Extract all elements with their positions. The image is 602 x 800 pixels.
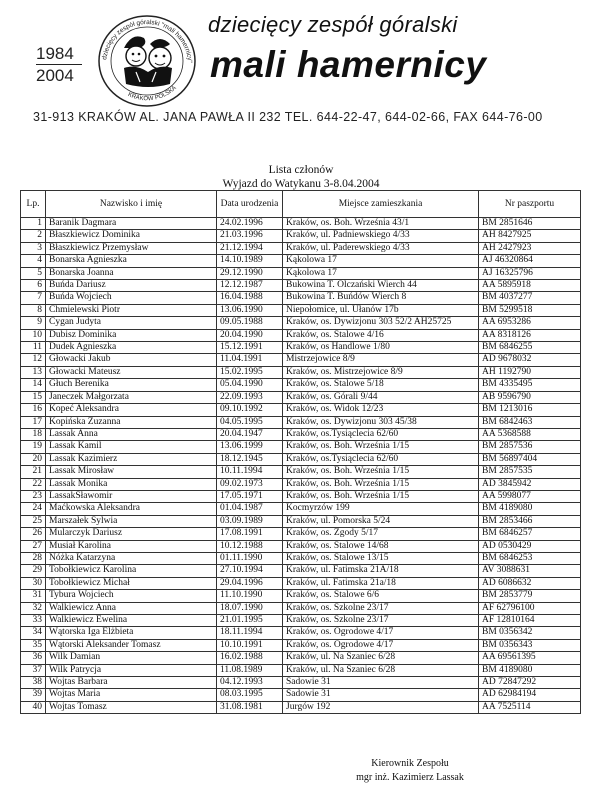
residence: Kraków, ul. Na Szaniec 6/28 <box>283 652 479 664</box>
member-name: Głowacki Mateusz <box>46 366 217 378</box>
residence: Kraków, os. Stalowe 14/68 <box>283 540 479 552</box>
table-row <box>21 416 581 428</box>
table-row <box>21 664 581 676</box>
member-name: Musiał Karolina <box>46 540 217 552</box>
birth-date: 18.11.1994 <box>217 627 283 639</box>
birth-date: 15.02.1995 <box>217 366 283 378</box>
passport-number: AD 62984194 <box>479 689 581 701</box>
row-number: 39 <box>21 689 46 701</box>
header-name: Nazwisko i imię <box>46 191 217 218</box>
table-row <box>21 565 581 577</box>
residence: Kraków, os. Mistrzejowice 8/9 <box>283 366 479 378</box>
birth-date: 18.12.1945 <box>217 453 283 465</box>
residence: Kraków, os. Stalowe 6/6 <box>283 590 479 602</box>
table-row <box>21 255 581 267</box>
row-number: 35 <box>21 639 46 651</box>
birth-date: 10.12.1988 <box>217 540 283 552</box>
birth-date: 16.02.1988 <box>217 652 283 664</box>
table-row <box>21 453 581 465</box>
member-name: Głowacki Jakub <box>46 354 217 366</box>
row-number: 27 <box>21 540 46 552</box>
passport-number: AD 72847292 <box>479 677 581 689</box>
row-number: 21 <box>21 466 46 478</box>
passport-number: BM 2857536 <box>479 441 581 453</box>
member-name: Lassak Kamil <box>46 441 217 453</box>
row-number: 38 <box>21 677 46 689</box>
row-number: 17 <box>21 416 46 428</box>
birth-date: 21.03.1996 <box>217 230 283 242</box>
row-number: 18 <box>21 428 46 440</box>
passport-number: AA 6953286 <box>479 317 581 329</box>
row-number: 7 <box>21 292 46 304</box>
birth-date: 10.10.1991 <box>217 639 283 651</box>
table-row <box>21 230 581 242</box>
member-name: Bonarska Agnieszka <box>46 255 217 267</box>
birth-date: 11.04.1991 <box>217 354 283 366</box>
passport-number: AV 3088631 <box>479 565 581 577</box>
table-row <box>21 590 581 602</box>
row-number: 25 <box>21 515 46 527</box>
passport-number: BM 6842463 <box>479 416 581 428</box>
birth-date: 31.08.1981 <box>217 701 283 713</box>
birth-date: 29.12.1990 <box>217 267 283 279</box>
member-name: Nóżka Katarzyna <box>46 552 217 564</box>
logo-ring-text-bottom: KRAKÓW POLSKA <box>126 85 178 103</box>
svg-text:dziecięcy zespół góralski "mal <box>101 19 193 64</box>
residence: Kraków, os. Ogrodowe 4/17 <box>283 639 479 651</box>
birth-date: 20.04.1947 <box>217 428 283 440</box>
birth-date: 03.09.1989 <box>217 515 283 527</box>
passport-number: BM 1213016 <box>479 404 581 416</box>
table-row <box>21 503 581 515</box>
passport-number: BM 6846255 <box>479 342 581 354</box>
footer-signatory: mgr inż. Kazimierz Lassak <box>356 772 464 783</box>
passport-number: AA 5895918 <box>479 280 581 292</box>
residence: Kocmyrzów 199 <box>283 503 479 515</box>
birth-date: 17.08.1991 <box>217 528 283 540</box>
row-number: 30 <box>21 577 46 589</box>
residence: Kraków, os. Dywizjonu 303 45/38 <box>283 416 479 428</box>
residence: Kraków, os. Szkolne 23/17 <box>283 615 479 627</box>
logo-ring-text-top: dziecięcy zespół góralski "mali hamernicy" <box>101 18 193 64</box>
residence: Kraków, os. Górali 9/44 <box>283 391 479 403</box>
children-figures-icon <box>124 36 172 87</box>
member-name: Lassak Monika <box>46 478 217 490</box>
residence: Kraków, os. Stalowe 5/18 <box>283 379 479 391</box>
birth-date: 11.08.1989 <box>217 664 283 676</box>
row-number: 19 <box>21 441 46 453</box>
table-row <box>21 304 581 316</box>
passport-number: BM 2851646 <box>479 218 581 230</box>
row-number: 4 <box>21 255 46 267</box>
passport-number: AA 69561395 <box>479 652 581 664</box>
residence: Bukowina T. Olczański Wierch 44 <box>283 280 479 292</box>
row-number: 34 <box>21 627 46 639</box>
row-number: 10 <box>21 329 46 341</box>
table-row <box>21 280 581 292</box>
table-row <box>21 292 581 304</box>
birth-date: 04.12.1993 <box>217 677 283 689</box>
passport-number: BM 4335495 <box>479 379 581 391</box>
passport-number: AH 1192790 <box>479 366 581 378</box>
residence: Kraków, ul. Fatimska 21a/18 <box>283 577 479 589</box>
ensemble-logo <box>96 14 198 110</box>
passport-number: AJ 46320864 <box>479 255 581 267</box>
birth-date: 21.12.1994 <box>217 242 283 254</box>
row-number: 13 <box>21 366 46 378</box>
member-name: Dubisz Dominika <box>46 329 217 341</box>
birth-date: 13.06.1999 <box>217 441 283 453</box>
passport-number: AA 8318126 <box>479 329 581 341</box>
residence: Kąkolowa 17 <box>283 267 479 279</box>
table-row <box>21 441 581 453</box>
row-number: 15 <box>21 391 46 403</box>
table-row <box>21 478 581 490</box>
member-name: Kopeć Aleksandra <box>46 404 217 416</box>
member-name: Buńda Dariusz <box>46 280 217 292</box>
row-number: 20 <box>21 453 46 465</box>
member-name: Janeczek Małgorzata <box>46 391 217 403</box>
birth-date: 05.04.1990 <box>217 379 283 391</box>
table-row <box>21 701 581 713</box>
table-row <box>21 577 581 589</box>
member-name: Chmielewski Piotr <box>46 304 217 316</box>
table-row <box>21 677 581 689</box>
table-row <box>21 329 581 341</box>
member-name: Wojtas Tomasz <box>46 701 217 713</box>
row-number: 11 <box>21 342 46 354</box>
member-name: Bonarska Joanna <box>46 267 217 279</box>
member-name: Mularczyk Dariusz <box>46 528 217 540</box>
birth-date: 29.04.1996 <box>217 577 283 589</box>
birth-date: 20.04.1990 <box>217 329 283 341</box>
birth-date: 14.10.1989 <box>217 255 283 267</box>
row-number: 12 <box>21 354 46 366</box>
birth-date: 17.05.1971 <box>217 490 283 502</box>
row-number: 28 <box>21 552 46 564</box>
member-name: Lassak Anna <box>46 428 217 440</box>
row-number: 36 <box>21 652 46 664</box>
member-name: Tobołkiewicz Michał <box>46 577 217 589</box>
member-name: LassakSławomir <box>46 490 217 502</box>
member-name: Wilk Patrycja <box>46 664 217 676</box>
birth-date: 09.02.1973 <box>217 478 283 490</box>
row-number: 32 <box>21 602 46 614</box>
member-name: Tybura Wojciech <box>46 590 217 602</box>
residence: Kraków, os Handlowe 1/80 <box>283 342 479 354</box>
birth-date: 08.03.1995 <box>217 689 283 701</box>
table-row <box>21 317 581 329</box>
passport-number: BM 4189080 <box>479 503 581 515</box>
row-number: 6 <box>21 280 46 292</box>
residence: Bukowina T. Buńdów Wierch 8 <box>283 292 479 304</box>
table-row <box>21 428 581 440</box>
contact-address: 31-913 KRAKÓW AL. JANA PAWŁA II 232 TEL. 644-22-47, 644-02-66, FAX 644-76-00 <box>33 110 543 124</box>
passport-number: BM 2853466 <box>479 515 581 527</box>
year-divider <box>36 64 82 65</box>
passport-number: AD 0530429 <box>479 540 581 552</box>
birth-date: 16.04.1988 <box>217 292 283 304</box>
residence: Jurgów 192 <box>283 701 479 713</box>
footer-role: Kierownik Zespołu <box>371 758 449 769</box>
passport-number: BM 6846253 <box>479 552 581 564</box>
passport-number: AD 9678032 <box>479 354 581 366</box>
birth-date: 09.05.1988 <box>217 317 283 329</box>
row-number: 33 <box>21 615 46 627</box>
residence: Mistrzejowice 8/9 <box>283 354 479 366</box>
residence: Kraków, ul. Na Szaniec 6/28 <box>283 664 479 676</box>
table-row <box>21 391 581 403</box>
member-name: Wątorska Iga Elżbieta <box>46 627 217 639</box>
residence: Kraków, os. Widok 12/23 <box>283 404 479 416</box>
members-table <box>20 190 581 714</box>
birth-date: 09.10.1992 <box>217 404 283 416</box>
member-name: Wątorski Aleksander Tomasz <box>46 639 217 651</box>
residence: Kraków, os.Tysiąclecia 62/60 <box>283 428 479 440</box>
birth-date: 11.10.1990 <box>217 590 283 602</box>
table-row <box>21 652 581 664</box>
member-name: Baranik Dagmara <box>46 218 217 230</box>
passport-number: BM 2857535 <box>479 466 581 478</box>
passport-number: BM 56897404 <box>479 453 581 465</box>
table-row <box>21 404 581 416</box>
table-row <box>21 515 581 527</box>
residence: Kraków, os.Tysiąclecia 62/60 <box>283 453 479 465</box>
residence: Kąkolowa 17 <box>283 255 479 267</box>
birth-date: 01.04.1987 <box>217 503 283 515</box>
member-name: Wojtas Maria <box>46 689 217 701</box>
birth-date: 10.11.1994 <box>217 466 283 478</box>
passport-number: BM 0356342 <box>479 627 581 639</box>
table-row <box>21 218 581 230</box>
birth-date: 21.01.1995 <box>217 615 283 627</box>
residence: Kraków, os. Stalowe 13/15 <box>283 552 479 564</box>
residence: Niepołomice, ul. Ułanów 17b <box>283 304 479 316</box>
passport-number: BM 4189080 <box>479 664 581 676</box>
row-number: 24 <box>21 503 46 515</box>
passport-number: AA 7525114 <box>479 701 581 713</box>
member-name: Kopińska Zuzanna <box>46 416 217 428</box>
passport-number: AF 62796100 <box>479 602 581 614</box>
row-number: 37 <box>21 664 46 676</box>
passport-number: AB 9596790 <box>479 391 581 403</box>
table-row <box>21 354 581 366</box>
table-row <box>21 639 581 651</box>
table-row <box>21 267 581 279</box>
member-name: Dudek Agnieszka <box>46 342 217 354</box>
residence: Kraków, os. Zgody 5/17 <box>283 528 479 540</box>
residence: Kraków, ul. Pomorska 5/24 <box>283 515 479 527</box>
row-number: 22 <box>21 478 46 490</box>
residence: Kraków, os. Ogrodowe 4/17 <box>283 627 479 639</box>
birth-date: 22.09.1993 <box>217 391 283 403</box>
row-number: 9 <box>21 317 46 329</box>
residence: Kraków, ul. Fatimska 21A/18 <box>283 565 479 577</box>
year-start: 1984 <box>36 44 74 63</box>
table-header-row <box>21 191 581 218</box>
passport-number: AJ 16325796 <box>479 267 581 279</box>
member-name: Tobołkiewicz Karolina <box>46 565 217 577</box>
row-number: 1 <box>21 218 46 230</box>
passport-number: BM 4037277 <box>479 292 581 304</box>
table-row <box>21 627 581 639</box>
row-number: 8 <box>21 304 46 316</box>
residence: Kraków, os. Dywizjonu 303 52/2 AH25725 <box>283 317 479 329</box>
member-name: Głuch Berenika <box>46 379 217 391</box>
table-row <box>21 466 581 478</box>
birth-date: 13.06.1990 <box>217 304 283 316</box>
birth-date: 27.10.1994 <box>217 565 283 577</box>
birth-date: 12.12.1987 <box>217 280 283 292</box>
table-row <box>21 342 581 354</box>
header-residence: Miejsce zamieszkania <box>283 191 479 218</box>
passport-number: AA 5998077 <box>479 490 581 502</box>
member-name: Lassak Mirosław <box>46 466 217 478</box>
table-row <box>21 540 581 552</box>
residence: Kraków, os. Boh. Września 1/15 <box>283 441 479 453</box>
residence: Kraków, os. Boh. Września 1/15 <box>283 478 479 490</box>
residence: Kraków, os. Szkolne 23/17 <box>283 602 479 614</box>
table-row <box>21 602 581 614</box>
residence: Kraków, os. Boh. Września 1/15 <box>283 466 479 478</box>
table-row <box>21 490 581 502</box>
residence: Kraków, os. Stalowe 4/16 <box>283 329 479 341</box>
row-number: 26 <box>21 528 46 540</box>
member-name: Błaszkiewicz Przemysław <box>46 242 217 254</box>
row-number: 31 <box>21 590 46 602</box>
member-name: Walkiewicz Ewelina <box>46 615 217 627</box>
member-name: Maćkowska Aleksandra <box>46 503 217 515</box>
birth-date: 24.02.1996 <box>217 218 283 230</box>
member-name: Wojtas Barbara <box>46 677 217 689</box>
row-number: 23 <box>21 490 46 502</box>
member-name: Marszałek Sylwia <box>46 515 217 527</box>
birth-date: 04.05.1995 <box>217 416 283 428</box>
member-name: Cygan Judyta <box>46 317 217 329</box>
table-row <box>21 242 581 254</box>
header-birth-date: Data urodzenia <box>217 191 283 218</box>
table-row <box>21 528 581 540</box>
row-number: 5 <box>21 267 46 279</box>
row-number: 16 <box>21 404 46 416</box>
member-name: Błaszkiewicz Dominika <box>46 230 217 242</box>
table-row <box>21 552 581 564</box>
header-lp: Lp. <box>21 191 46 218</box>
passport-number: BM 6846257 <box>479 528 581 540</box>
residence: Sadowie 31 <box>283 677 479 689</box>
header-passport: Nr paszportu <box>479 191 581 218</box>
table-row <box>21 689 581 701</box>
residence: Sadowie 31 <box>283 689 479 701</box>
passport-number: BM 2853779 <box>479 590 581 602</box>
birth-date: 01.11.1990 <box>217 552 283 564</box>
residence: Kraków, os. Boh. Września 43/1 <box>283 218 479 230</box>
passport-number: BM 0356343 <box>479 639 581 651</box>
row-number: 14 <box>21 379 46 391</box>
passport-number: AD 3845942 <box>479 478 581 490</box>
row-number: 3 <box>21 242 46 254</box>
passport-number: BM 5299518 <box>479 304 581 316</box>
birth-date: 15.12.1991 <box>217 342 283 354</box>
year-end: 2004 <box>36 66 74 85</box>
passport-number: AA 5368588 <box>479 428 581 440</box>
row-number: 40 <box>21 701 46 713</box>
table-row <box>21 615 581 627</box>
document-subtitle: Wyjazd do Watykanu 3-8.04.2004 <box>222 178 380 190</box>
passport-number: AF 12810164 <box>479 615 581 627</box>
member-name: Wilk Damian <box>46 652 217 664</box>
passport-number: AH 8427925 <box>479 230 581 242</box>
table-row <box>21 379 581 391</box>
anniversary-years <box>36 44 82 85</box>
row-number: 2 <box>21 230 46 242</box>
document-title: Lista członów <box>268 164 334 176</box>
member-name: Buńda Wojciech <box>46 292 217 304</box>
residence: Kraków, ul. Padniewskiego 4/33 <box>283 230 479 242</box>
member-name: Lassak Kazimierz <box>46 453 217 465</box>
ensemble-name: mali hamernicy <box>210 44 487 85</box>
table-row <box>21 366 581 378</box>
residence: Kraków, ul. Paderewskiego 4/33 <box>283 242 479 254</box>
residence: Kraków, os. Boh. Września 1/15 <box>283 490 479 502</box>
passport-number: AH 2427923 <box>479 242 581 254</box>
birth-date: 18.07.1990 <box>217 602 283 614</box>
row-number: 29 <box>21 565 46 577</box>
passport-number: AD 6086632 <box>479 577 581 589</box>
member-name: Walkiewicz Anna <box>46 602 217 614</box>
ensemble-subtitle: dziecięcy zespół góralski <box>208 12 458 37</box>
